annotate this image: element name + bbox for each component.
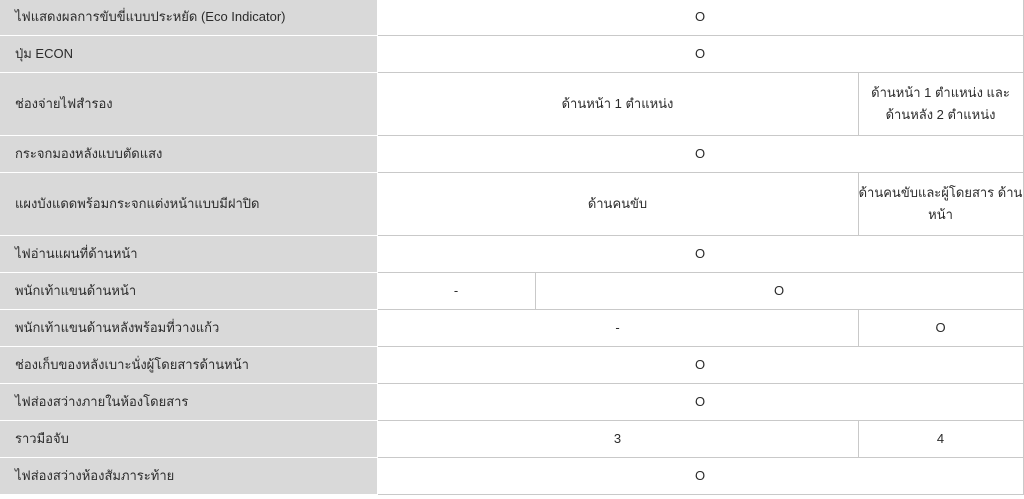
table-row: [0, 347, 1023, 384]
row-value: ด้านหน้า 1 ตำแหน่ง: [377, 73, 858, 136]
table-row: [0, 458, 1023, 495]
row-value: O: [377, 347, 1023, 384]
row-value: ด้านคนขับ: [377, 173, 858, 236]
row-value: O: [377, 236, 1023, 273]
table-row: [0, 0, 1023, 36]
table-row: [0, 384, 1023, 421]
table-row: [0, 421, 1023, 458]
row-label: ไฟแสดงผลการขับขี่แบบประหยัด (Eco Indicator): [0, 0, 377, 36]
table-row: [0, 236, 1023, 273]
row-value: O: [377, 0, 1023, 36]
row-label: พนักเท้าแขนด้านหน้า: [0, 273, 377, 310]
row-value: O: [377, 458, 1023, 495]
row-label: ไฟส่องสว่างภายในห้องโดยสาร: [0, 384, 377, 421]
table-row: [0, 310, 1023, 347]
table-row: [0, 36, 1023, 73]
row-label: ช่องจ่ายไฟสำรอง: [0, 73, 377, 136]
row-label: ราวมือจับ: [0, 421, 377, 458]
table-row: [0, 136, 1023, 173]
row-value: 3: [377, 421, 858, 458]
row-label: ไฟส่องสว่างห้องสัมภาระท้าย: [0, 458, 377, 495]
row-label: ช่องเก็บของหลังเบาะนั่งผู้โดยสารด้านหน้า: [0, 347, 377, 384]
row-label: แผงบังแดดพร้อมกระจกแต่งหน้าแบบมีฝาปิด: [0, 173, 377, 236]
table-row: [0, 273, 1023, 310]
row-value: -: [377, 273, 535, 310]
row-label: กระจกมองหลังแบบตัดแสง: [0, 136, 377, 173]
table-row: [0, 73, 1023, 136]
row-value: O: [858, 310, 1023, 347]
row-value: ด้านหน้า 1 ตำแหน่ง และ ด้านหลัง 2 ตำแหน่ง: [858, 73, 1023, 136]
row-value: O: [377, 136, 1023, 173]
row-label: ปุ่ม ECON: [0, 36, 377, 73]
row-value: -: [377, 310, 858, 347]
row-label: ไฟอ่านแผนที่ด้านหน้า: [0, 236, 377, 273]
row-value: O: [535, 273, 1023, 310]
row-value: 4: [858, 421, 1023, 458]
row-value: ด้านคนขับและผู้โดยสาร ด้านหน้า: [858, 173, 1023, 236]
row-label: พนักเท้าแขนด้านหลังพร้อมที่วางแก้ว: [0, 310, 377, 347]
table-row: [0, 173, 1023, 236]
row-value: O: [377, 384, 1023, 421]
row-value: O: [377, 36, 1023, 73]
